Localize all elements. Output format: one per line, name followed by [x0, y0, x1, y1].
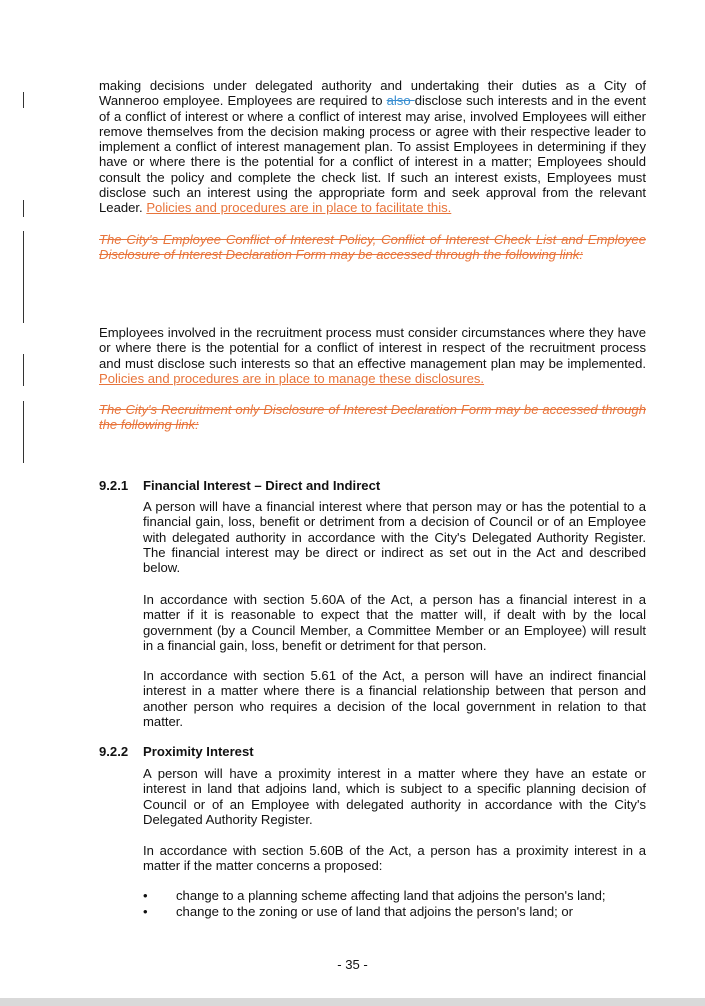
section-heading	[99, 478, 380, 493]
inserted-text: Policies and procedures are in place to facilitate this.	[146, 200, 452, 216]
bullet-icon: •	[143, 904, 148, 919]
deleted-paragraph: The City's Employee Conflict of Interest Policy, Conflict of Interest Check List and Employee Disclosure of Interest Declaration Form may be accessed through the following link:	[99, 232, 646, 263]
section-heading	[99, 744, 254, 759]
financial-interest-para: A person will have a financial interest where that person may or has the potential to a financial gain, loss, benefit or detriment from a decision of Council or of an Employee with delegated authority in accordance with the City's Delegated Authority Register. The financial interest may be direct or indirect as set out in the Act and described below.	[143, 499, 646, 576]
page-number: - 35 -	[337, 957, 368, 972]
proximity-interest-para: In accordance with section 5.60B of the Act, a person has a proximity interest in a matter if the matter concerns a proposed:	[143, 843, 646, 874]
inserted-text: Policies and procedures are in place to manage these disclosures.	[99, 370, 485, 386]
intro-paragraph	[99, 78, 646, 216]
financial-interest-para: In accordance with section 5.61 of the Act, a person will have an indirect financial interest in a matter where there is a financial relationship between that person and another person who requires a decision of the local government in relation to that matter.	[143, 668, 646, 729]
page-bottom-edge	[0, 998, 705, 1006]
section-title: Financial Interest – Direct and Indirect	[143, 478, 381, 493]
bullet-icon: •	[143, 888, 148, 903]
revision-bar	[23, 200, 24, 217]
paragraph-text: Employees involved in the recruitment process must consider circumstances where they have or where there is the potential for a conflict of interest in respect of the recruitment process and must disclose such interests so that an effective management plan may be implemented.	[99, 325, 646, 371]
section-number: 9.2.1	[99, 478, 129, 493]
paragraph-text: making decisions under delegated authority and undertaking their duties as a City of Wanneroo employee. Employees are required to	[99, 78, 646, 109]
section-number: 9.2.2	[99, 744, 129, 759]
list-item-text: change to the zoning or use of land that adjoins the person's land; or	[176, 904, 574, 919]
revision-bar	[23, 92, 24, 108]
deleted-text: also	[386, 93, 415, 109]
financial-interest-para: In accordance with section 5.60A of the Act, a person has a financial interest in a matter if it is reasonable to expect that the matter will, if dealt with by the local government (by a Council Member, a Committee Member or an Employee) will result in a financial gain, loss, benefit or detriment for that person.	[143, 592, 646, 653]
revision-bar	[23, 401, 24, 463]
revision-bar	[23, 231, 24, 323]
recruitment-paragraph	[99, 325, 646, 386]
deleted-paragraph: The City's Recruitment only Disclosure of Interest Declaration Form may be accessed through the following link:	[99, 402, 646, 433]
proximity-interest-para: A person will have a proximity interest in a matter where they have an estate or interest in land that adjoins land, which is subject to a specific planning decision of Council or of an Employee with delegated authority in accordance with the City's Delegated Authority Register.	[143, 766, 646, 827]
paragraph-text: disclose such interests and in the event of a conflict of interest or where a conflict of interest may arise, involved Employees will either remove themselves from the decision making process or agree with their respective leader to implement a conflict of interest management plan. To assist Employees in determining if they have or where there is the potential for a conflict of interest in a matter; Employees should consult the policy and complete the check list. If such an interest exists, Employees must disclose such an interest using the appropriate form and seek approval from the relevant Leader.	[99, 93, 646, 216]
list-item-text: change to a planning scheme affecting land that adjoins the person's land;	[176, 888, 606, 903]
section-title: Proximity Interest	[143, 744, 254, 759]
revision-bar	[23, 354, 24, 386]
